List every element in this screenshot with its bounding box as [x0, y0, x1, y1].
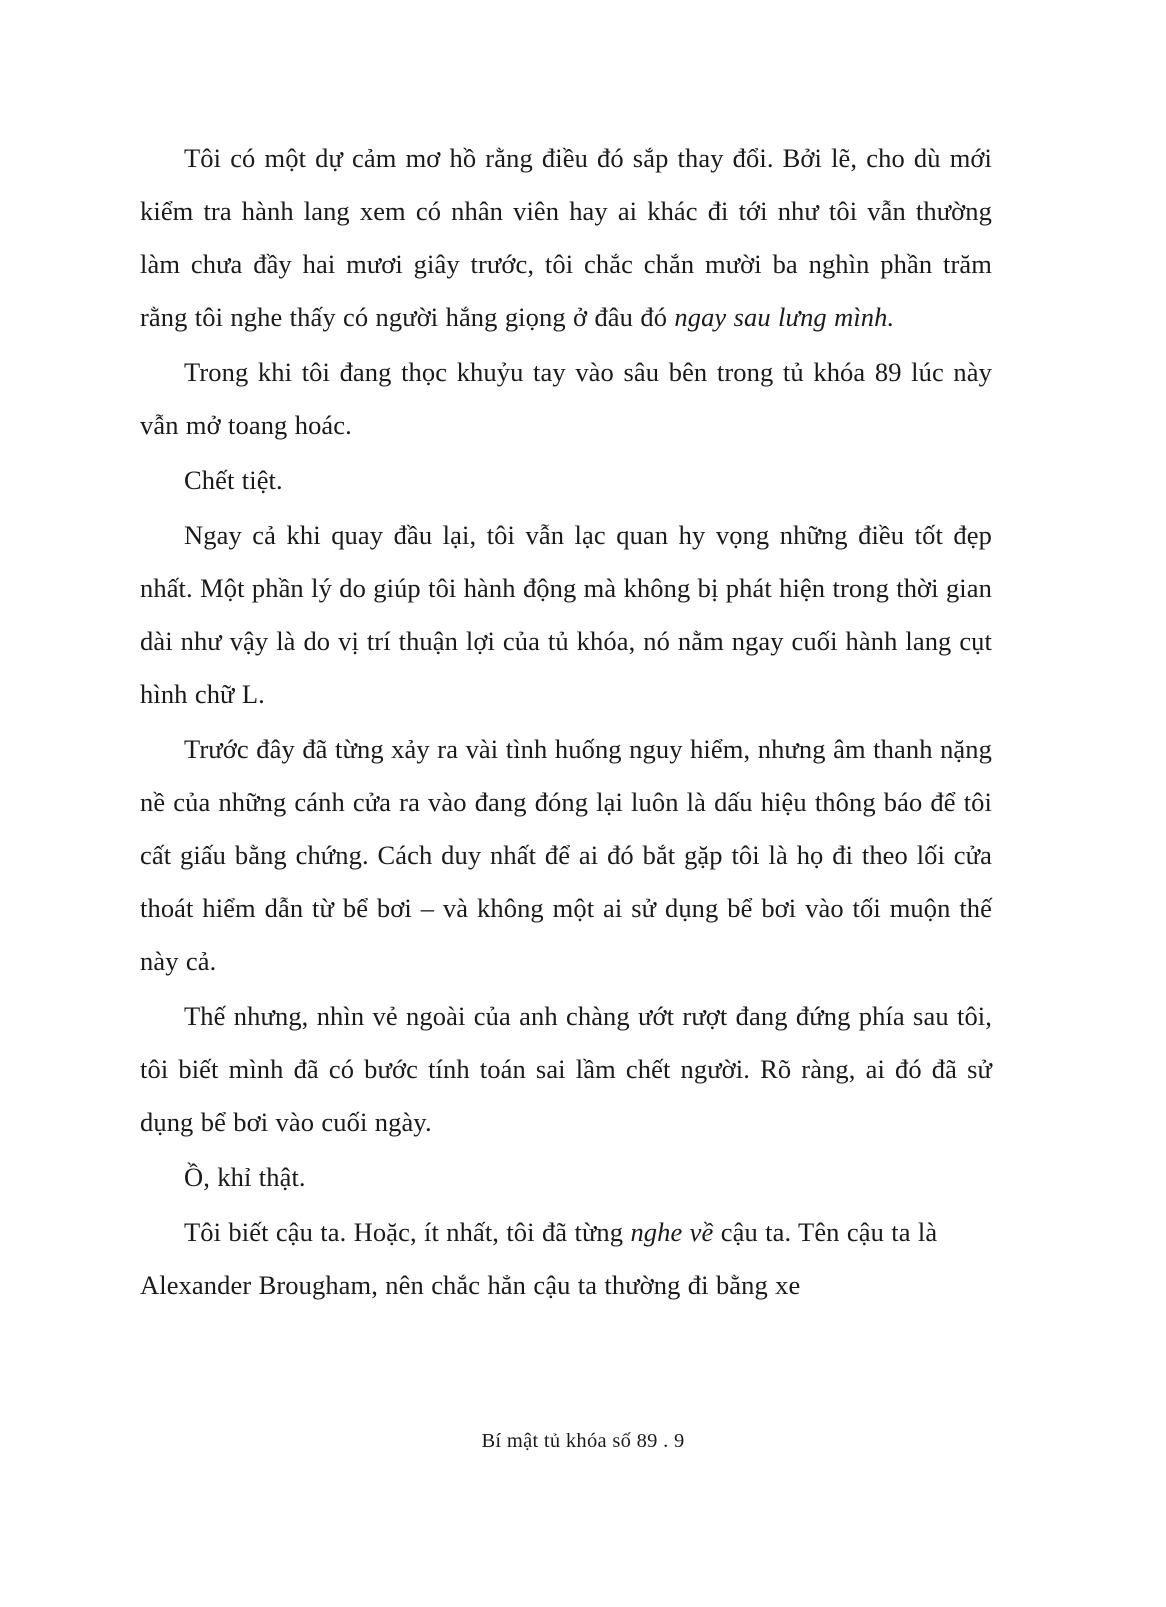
body-text: Trong khi tôi đang thọc khuỷu tay vào sâu bên trong tủ khóa 89 lúc này vẫn mở toang hoác.	[140, 357, 992, 440]
body-text: Ồ, khỉ thật.	[184, 1162, 306, 1192]
paragraph	[140, 454, 992, 507]
body-text: Chết tiệt.	[184, 465, 283, 495]
paragraph	[140, 346, 992, 452]
paragraph	[140, 723, 992, 988]
body-text: Thế nhưng, nhìn vẻ ngoài của anh chàng ướt rượt đang đứng phía sau tôi, tôi biết mình đã có bước tính toán sai lầm chết người. Rõ ràng, ai đó đã sử dụng bể bơi vào cuối ngày.	[140, 1001, 992, 1137]
emphasis-text: nghe về	[630, 1217, 714, 1247]
paragraph	[140, 1151, 992, 1204]
body-text: Trước đây đã từng xảy ra vài tình huống nguy hiểm, nhưng âm thanh nặng nề của những cánh cửa ra vào đang đóng lại luôn là dấu hiệu thông báo để tôi cất giấu bằng chứng. Cách duy nhất để ai đó bắt gặp tôi là họ đi theo lối cửa thoát hiểm dẫn từ bể bơi – và không một ai sử dụng bể bơi vào tối muộn thế này cả.	[140, 734, 992, 976]
page-footer: Bí mật tủ khóa số 89 . 9	[481, 1430, 685, 1452]
emphasis-text: ngay sau lưng mình.	[674, 302, 895, 332]
page-text-column	[140, 132, 992, 1314]
body-text: Tôi biết cậu ta. Hoặc, ít nhất, tôi đã từng	[184, 1217, 631, 1247]
body-text: cậu ta. Tên cậu ta là Alexander Brougham, nên chắc hẳn cậu ta thường đi bằng xe	[140, 1217, 938, 1300]
body-text: Tôi có một dự cảm mơ hồ rằng điều đó sắp thay đổi. Bởi lẽ, cho dù mới kiểm tra hành lang xem có nhân viên hay ai khác đi tới như tôi vẫn thường làm chưa đầy hai mươi giây trước, tôi chắc chắn mười ba nghìn phần trăm rằng tôi nghe thấy có người hắng giọng ở đâu đó	[140, 143, 992, 332]
paragraph	[140, 1206, 992, 1312]
paragraph	[140, 132, 992, 344]
paragraph	[140, 509, 992, 721]
paragraph	[140, 990, 992, 1149]
body-text: Ngay cả khi quay đầu lại, tôi vẫn lạc quan hy vọng những điều tốt đẹp nhất. Một phần lý do giúp tôi hành động mà không bị phát hiện trong thời gian dài như vậy là do vị trí thuận lợi của tủ khóa, nó nằm ngay cuối hành lang cụt hình chữ L.	[140, 520, 992, 709]
